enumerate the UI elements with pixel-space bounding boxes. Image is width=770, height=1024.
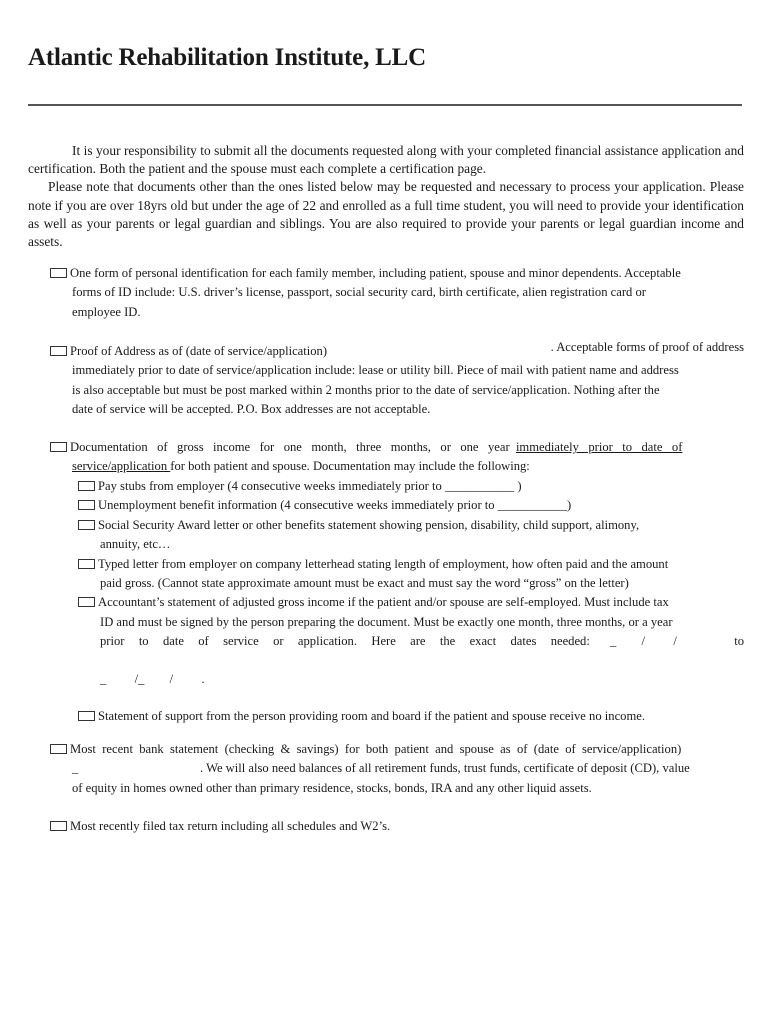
proof-of-address-text-line-3: is also acceptable but must be post marked within 2 months prior to the date of service/application. Nothing after the [72, 382, 660, 397]
identification-checkbox[interactable] [50, 268, 67, 278]
accountant-statement-text-line-3 [100, 632, 590, 651]
bank-statement-text-line-3: of equity in homes owned other than primary residence, stocks, bonds, IRA and any other liquid assets. [72, 780, 592, 795]
tax-return-checkbox[interactable] [50, 821, 67, 831]
social-security-checkbox[interactable] [78, 520, 95, 530]
identification-text-line-3: employee ID. [72, 304, 141, 319]
support-statement-text: Statement of support from the person providing room and board if the patient and spouse receive no income. [98, 709, 645, 724]
employer-letter-checkbox[interactable] [78, 559, 95, 569]
intro-paragraph-2: Please note that documents other than the ones listed below may be requested and necessary to process your application. Please note if you are over 18yrs old but under the age of 22 and enrolled as a full time student, you will need to provide your identification as well as your parents or legal guardian and siblings. You are also required to provide your parents or legal guardian income and assets. [28, 179, 744, 250]
word: Here [371, 634, 396, 649]
word: needed: [550, 634, 590, 649]
accountant-statement-text-line-1: Accountant’s statement of adjusted gross income if the patient and/or spouse are self-employed. Must include tax [98, 595, 669, 610]
proof-of-address-text-tail: . Acceptable forms of proof of address [550, 340, 744, 354]
social-security-text-line-2: annuity, etc… [100, 537, 171, 552]
gross-income-checkbox[interactable] [50, 442, 67, 452]
word: application. [297, 634, 358, 649]
word: the [439, 634, 456, 649]
checklist-item-tax-return [50, 817, 744, 836]
word: service [223, 634, 259, 649]
checklist-item-proof-of-address [50, 338, 744, 420]
to-label: to [734, 634, 744, 649]
unemployment-checkbox[interactable] [78, 500, 95, 510]
word: to [138, 634, 149, 649]
bank-statement-date-field[interactable]: _ [72, 761, 79, 776]
intro-section [28, 142, 744, 251]
social-security-text-line-1: Social Security Award letter or other benefits statement showing pension, disability, child support, alimony, [98, 517, 640, 532]
bank-statement-checkbox[interactable] [50, 744, 67, 754]
gross-income-subitems [78, 477, 744, 726]
proof-of-address-text-line-4: date of service will be accepted. P.O. Box addresses are not acceptable. [72, 402, 431, 417]
identification-text-line-2: forms of ID include: U.S. driver’s license, passport, social security card, birth certificate, alien registration card or [72, 285, 646, 300]
intro-paragraph-1: It is your responsibility to submit all the documents requested along with your completed financial assistance application and certification. Both the patient and the spouse must each complete a certification page. [28, 143, 744, 177]
date-from-field[interactable]: _ / / [610, 634, 677, 649]
word: prior [100, 634, 125, 649]
bank-statement-text-line-2: . We will also need balances of all retirement funds, trust funds, certificate of deposit (CD), value [200, 761, 690, 776]
word: dates [510, 634, 537, 649]
word: are [410, 634, 426, 649]
support-statement-checkbox[interactable] [78, 711, 95, 721]
employer-letter-text-line-1: Typed letter from employer on company letterhead stating length of employment, how often paid and the amount [98, 556, 669, 571]
word: of [198, 634, 209, 649]
employer-letter-text-line-2: paid gross. (Cannot state approximate amount must be exact and must say the word “gross” on the letter) [100, 576, 629, 591]
checklist-item-bank-statement [50, 740, 744, 798]
identification-text-line-1: One form of personal identification for each family member, including patient, spouse and minor dependents. Acceptable [70, 266, 681, 280]
proof-of-address-text-line-2: immediately prior to date of service/application include: lease or utility bill. Piece of mail with patient name and address [72, 363, 679, 378]
pay-stubs-text: Pay stubs from employer (4 consecutive weeks immediately prior to ___________ ) [98, 479, 522, 493]
pay-stubs-checkbox[interactable] [78, 481, 95, 491]
gross-income-underlined-2: service/application [72, 459, 171, 474]
proof-of-address-checkbox[interactable] [50, 346, 67, 356]
accountant-statement-text-line-2: ID and must be signed by the person preparing the document. Must be exactly one month, three months, or a year [100, 614, 673, 629]
bank-statement-text-line-1: Most recent bank statement (checking & savings) for both patient and spouse as of (date of service/application) [70, 742, 682, 756]
date-to-field[interactable]: _ /_ / . [100, 671, 205, 686]
page-title: Atlantic Rehabilitation Institute, LLC [28, 44, 426, 71]
word: exact [469, 634, 497, 649]
accountant-statement-line-3 [78, 632, 744, 651]
tax-return-text: Most recently filed tax return including all schedules and W2’s. [70, 819, 391, 833]
word: date [162, 634, 184, 649]
gross-income-text-line-2: for both patient and spouse. Documentation may include the following: [170, 459, 530, 474]
gross-income-underlined-1: immediately prior to date of [515, 440, 683, 454]
checklist-item-identification [50, 264, 744, 322]
word: or [273, 634, 284, 649]
gross-income-text-line-1: Documentation of gross income for one month, three months, or one year [70, 440, 516, 454]
proof-of-address-text-head: Proof of Address as of (date of service/application) [70, 344, 328, 358]
title-divider [28, 104, 742, 106]
checklist-item-gross-income [50, 438, 744, 477]
accountant-statement-checkbox[interactable] [78, 597, 95, 607]
unemployment-text: Unemployment benefit information (4 consecutive weeks immediately prior to ___________) [98, 498, 572, 513]
